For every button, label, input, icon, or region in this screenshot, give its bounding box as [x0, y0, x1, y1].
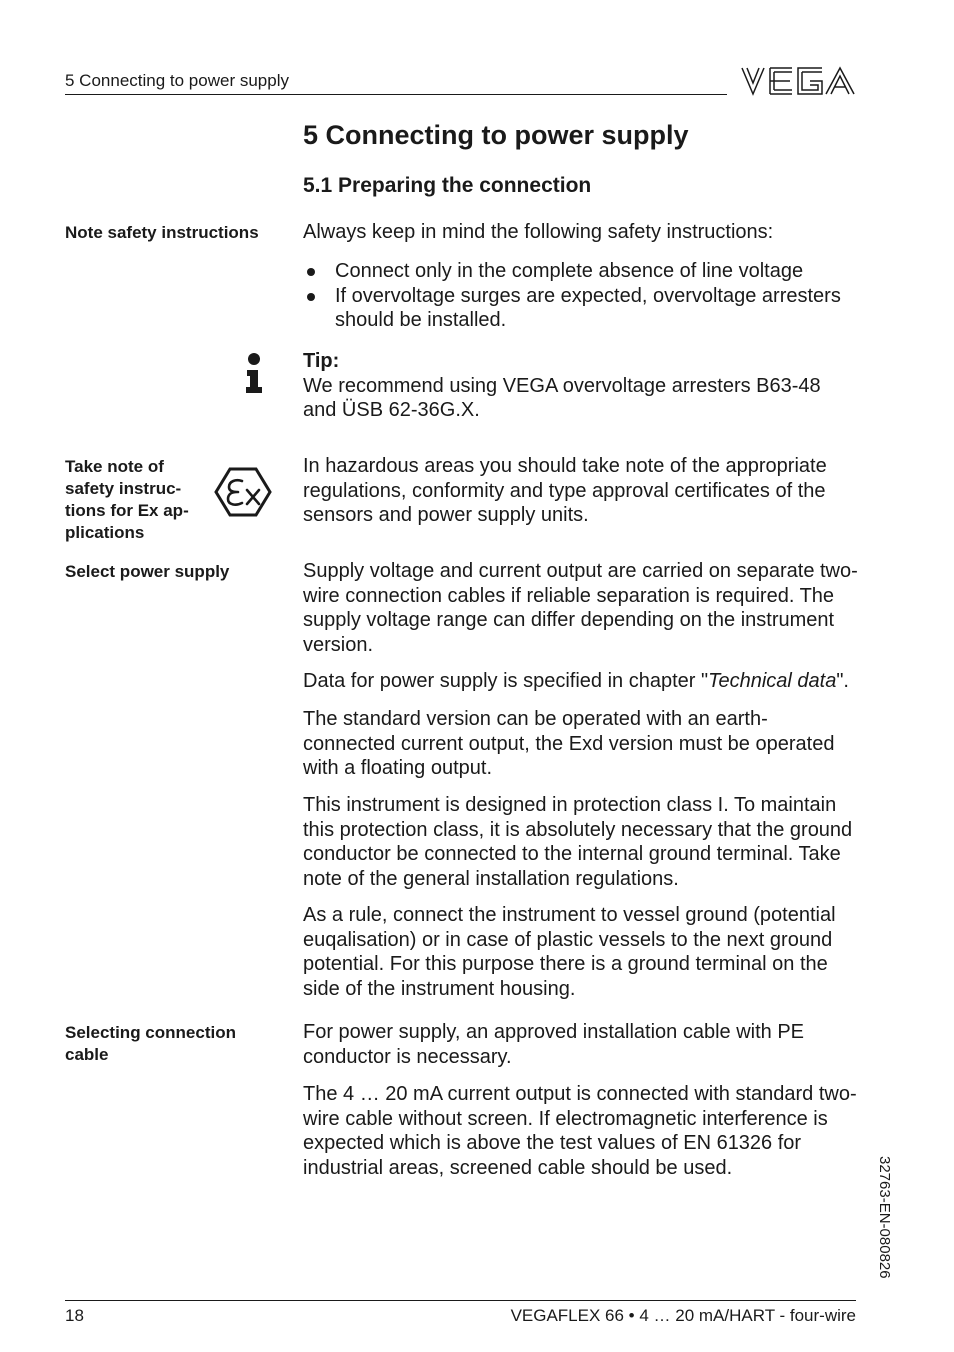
- tip-text: We recommend using VEGA overvoltage arresters B63-48 and ÜSB 62-36G.X.: [303, 374, 821, 421]
- document-code: 32763-EN-080826: [876, 1156, 893, 1279]
- tip-label: Tip:: [303, 350, 340, 372]
- running-header: 5 Connecting to power supply: [65, 71, 289, 90]
- tip-block: [303, 349, 859, 423]
- power-paragraph-1: Supply voltage and current output are carried on separate two-wire connection cables if reliable separation is required. The supply voltage range can differ depending on the instrument version.: [303, 560, 858, 656]
- power-paragraph-2: [303, 669, 859, 694]
- subsection-title: 5.1 Preparing the connection: [303, 174, 592, 197]
- paragraph-text: ".: [836, 670, 849, 692]
- power-paragraph-3: The standard version can be operated with an earth-connected current output, the Exd version must be operated with a floating output.: [303, 708, 835, 779]
- margin-label-cable: Selecting connection cable: [65, 1023, 236, 1064]
- power-paragraph-5: As a rule, connect the instrument to vessel ground (potential euqalisation) or in case of plastic vessels to the next ground potential. For this purpose there is a ground terminal on the side of the instrument housing.: [303, 904, 836, 1000]
- paragraph-text: Data for power supply is specified in chapter ": [303, 670, 709, 692]
- bullet-icon: [307, 268, 315, 276]
- cable-paragraph-1: For power supply, an approved installation cable with PE conductor is necessary.: [303, 1021, 805, 1068]
- margin-label-power: Select power supply: [65, 562, 230, 581]
- chapter-reference: Technical data: [708, 670, 837, 692]
- margin-label-safety: Note safety instructions: [65, 223, 259, 242]
- section-title: 5 Connecting to power supply: [303, 120, 689, 150]
- bullet-text: Connect only in the complete absence of line voltage: [335, 260, 804, 282]
- footer-rule: [65, 1300, 856, 1301]
- margin-label-ex: Take note of safety instruc-tions for Ex ap-plications: [65, 457, 189, 542]
- power-paragraph-4: This instrument is designed in protection class I. To maintain this protection class, it is absolutely necessary that the ground conductor be connected to the internal ground terminal. Take note of the general installation regulations.: [303, 794, 853, 890]
- cable-paragraph-2: The 4 … 20 mA current output is connected with standard two-wire cable without screen. If electromagnetic interference is expected which is above the test values of EN 61326 for industrial areas, screened cable should be used.: [303, 1083, 857, 1179]
- footer-document-title: VEGAFLEX 66 • 4 … 20 mA/HART - four-wire: [510, 1306, 856, 1325]
- vega-logo: [740, 64, 856, 98]
- ex-text: In hazardous areas you should take note of the appropriate regulations, conformity and type approval certificates of the sensors and power supply units.: [303, 455, 827, 526]
- safety-bullet-list: [303, 259, 859, 333]
- bullet-text: If overvoltage surges are expected, overvoltage arresters should be installed.: [335, 284, 841, 331]
- header-rule: [65, 94, 727, 95]
- info-icon: [243, 352, 265, 394]
- bullet-icon: [307, 293, 315, 301]
- list-item: [303, 259, 859, 284]
- safety-intro: Always keep in mind the following safety instructions:: [303, 221, 774, 243]
- page-number: 18: [65, 1306, 84, 1325]
- ex-icon: [214, 466, 272, 518]
- list-item: [303, 284, 859, 333]
